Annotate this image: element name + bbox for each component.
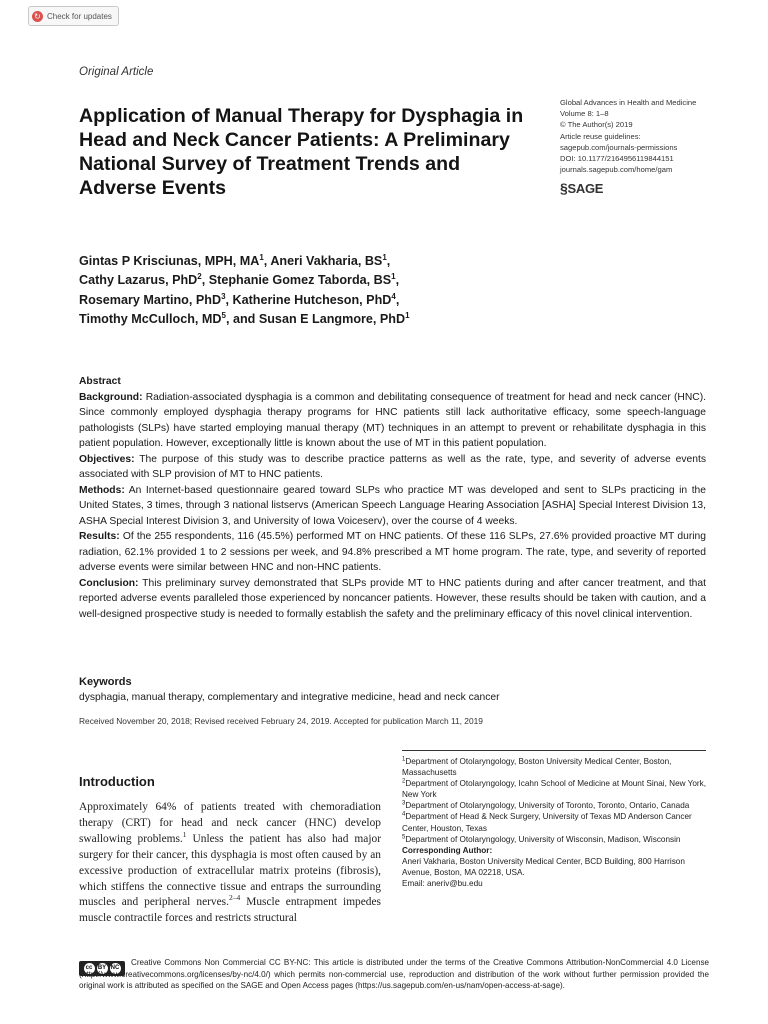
license-text: Creative Commons Non Commercial CC BY-NC: This article is distributed under the terms of the Creative Commons Attribution-NonCommercial 4.0 License (http://www.creativecommons.org/licenses/by-nc/4.0/) which permits non-commercial use, reproduction and distribution of the work without further permission provided the original work is attributed as specified on the SAGE and Open Access pages (https://us.sagepub.com/en-us/nam/open-access-at-sage). [79,958,709,991]
journal-home-link[interactable]: journals.sagepub.com/home/gam [560,165,673,175]
citation-link[interactable]: 1 [182,830,187,840]
keywords-text: dysphagia, manual therapy, complementary and integrative medicine, head and neck cancer [79,692,500,703]
copyright: © The Author(s) 2019 [560,120,633,130]
journal-volume: Volume 8: 1–8 [560,109,609,119]
author-name: Katherine Hutcheson, PhD [232,292,392,307]
journal-info [560,97,760,175]
abstract-section-text: An Internet-based questionnaire geared toward SLPs who practice MT was developed and sent to SLPs practicing in the United States, 3 times, through 3 national listservs (American Speech Language Hearing Association [ASHA] Special Interest Division 13, ASHA Special Interest Division 3, and University of Iowa Voiceserv), over the course of 4 weeks. [79,484,707,527]
article-type: Original Article [79,66,154,78]
author-name: Stephanie Gomez Taborda, BS [208,273,392,288]
abstract-conclusion [79,576,706,623]
author-affiliation-mark: 1 [391,272,396,282]
affiliation-number: 2 [402,778,406,785]
author-separator: , [201,273,209,288]
received-dates: Received November 20, 2018; Revised received February 24, 2019. Accepted for publication March 11, 2019 [79,716,483,726]
corresponding-author-email[interactable]: Email: aneriv@bu.edu [402,879,483,889]
affiliation-item [402,800,712,811]
author-name: Timothy McCulloch, MD [79,312,222,327]
abstract-objectives [79,452,706,483]
author-separator: , and [225,312,259,327]
affiliation-number: 5 [402,833,406,840]
article-title: Application of Manual Therapy for Dysphagia in Head and Neck Cancer Patients: A Preliminary National Survey of Treatment Trends and Adverse Events [79,105,524,199]
noncommercial-icon: NC [110,963,121,974]
citation-link[interactable]: 2–4 [228,893,241,903]
abstract-section-label: Background: [79,391,143,403]
affiliation-item [402,834,712,845]
author-affiliation-mark: 5 [221,311,226,321]
affiliation-item [402,756,712,778]
affiliation-text: Department of Otolaryngology, Icahn School of Medicine at Mount Sinai, New York, New York [402,779,707,800]
abstract-methods [79,483,706,530]
sage-logo-text: SAGE [567,181,604,196]
attribution-icon: BY [97,963,108,974]
author-separator: , [263,254,271,268]
refresh-icon: ↻ [32,11,43,22]
corresponding-author-address: Aneri Vakharia, Boston University Medical Center, BCD Building, 800 Harrison Avenue, Boston, MA 02218, USA. [402,856,685,877]
author-separator: , [386,254,391,268]
abstract-results [79,529,706,576]
author-separator: , [225,292,233,307]
permissions-link[interactable]: sagepub.com/journals-permissions [560,142,678,152]
introduction-heading: Introduction [79,774,155,789]
author-affiliation-mark: 1 [259,252,264,262]
author-affiliation-mark: 3 [221,291,226,301]
author-name: Rosemary Martino, PhD [79,292,222,307]
abstract-section-text: Of the 255 respondents, 116 (45.5%) performed MT on HNC patients. Of these 116 SLPs, 27.6% provided proactive MT during radiation, 62.1% provided 1 to 2 sessions per week, and 94.8% prescribed a MT home program. The rate, type, and severity of reported adverse events were similar between HNC and non-HNC patients. [79,531,706,573]
author-affiliation-mark: 1 [405,311,410,321]
affiliation-text: Department of Otolaryngology, University of Toronto, Toronto, Ontario, Canada [405,801,690,811]
intro-text: Unless the patient has also had major surgery for their cancer, this dysphagia is most often caused by an excessive production of extracellular matrix proteins (fibrosis), which stiffens the connective tissue and entraps the surrounding muscles and peripheral nerves. [79,832,381,909]
author-name: Aneri Vakharia, BS [270,254,383,268]
author-name: Cathy Lazarus, PhD [79,273,198,288]
sage-logo [560,180,603,196]
affiliation-item [402,778,712,800]
author-name: Susan E Langmore, PhD [258,312,406,327]
affiliations-divider [402,750,706,751]
affiliation-number: 1 [402,756,406,763]
affiliation-number: 4 [402,811,406,818]
abstract [79,374,706,622]
abstract-background [79,390,706,452]
check-for-updates-label: Check for updates [47,11,112,21]
sage-logo-mark: § [560,180,568,196]
author-affiliation-mark: 4 [391,291,396,301]
doi-link[interactable]: DOI: 10.1177/2164956119844151 [560,154,674,164]
affiliations [402,756,712,889]
abstract-section-text: The purpose of this study was to describe practice patterns as well as the rate, type, and severity of adverse events associated with SLP provision of MT to HNC patients. [79,453,706,480]
abstract-section-label: Conclusion: [79,577,139,589]
author-separator: , [395,273,400,288]
affiliation-text: Department of Head & Neck Surgery, University of Texas MD Anderson Cancer Center, Houston, Texas [402,812,692,833]
cc-icon: cc [84,963,95,974]
journal-name: Global Advances in Health and Medicine [560,98,697,107]
affiliation-text: Department of Otolaryngology, Boston University Medical Center, Boston, Massachusetts [402,757,672,778]
author-name: Gintas P Krisciunas, MPH, MA [79,254,260,268]
abstract-section-text: This preliminary survey demonstrated that SLPs provide MT to HNC patients during and after cancer treatment, and that reported adverse events paralleled those experienced by noncancer patients. However, these results should be taken with caution, and a well-designed prospective study is needed to formally establish the safety and the preliminary efficacy of this novel clinical intervention. [79,577,706,620]
affiliation-text: Department of Otolaryngology, University of Wisconsin, Madison, Wisconsin [405,834,681,844]
abstract-section-label: Methods: [79,484,125,496]
affiliation-item [402,811,712,833]
reuse-guidelines-label: Article reuse guidelines: [560,131,641,141]
author-affiliation-mark: 1 [382,252,387,262]
abstract-section-text: Radiation-associated dysphagia is a common and debilitating consequence of treatment for head and neck cancer (HNC). Since commonly employed dysphagia therapy programs for HNC patients still lack authoritative efficacy, some speech-language pathologists (SLPs) have started employing manual therapy (MT) techniques in an attempt to prevent or rehabilitate dysphagia in this patient population. However, exceptionally little is known about the use of MT in this patient population. [79,391,706,449]
author-affiliation-mark: 2 [197,272,202,282]
abstract-section-label: Objectives: [79,453,135,465]
keywords-heading: Keywords [79,676,132,688]
abstract-section-label: Results: [79,531,120,542]
intro-text: Approximately 64% of patients treated with chemoradiation therapy (CRT) for head and neck cancer (HNC) develop swallowing problems. [79,801,381,845]
affiliation-number: 3 [402,800,406,807]
author-list [79,252,539,330]
check-for-updates-button[interactable] [28,6,119,26]
intro-text: Muscle entrapment impedes muscle contractile forces and restricts structural [79,896,381,925]
author-separator: , [395,292,400,307]
introduction-paragraph [79,800,381,927]
corresponding-author-heading: Corresponding Author: [402,845,493,855]
abstract-heading: Abstract [79,376,121,387]
